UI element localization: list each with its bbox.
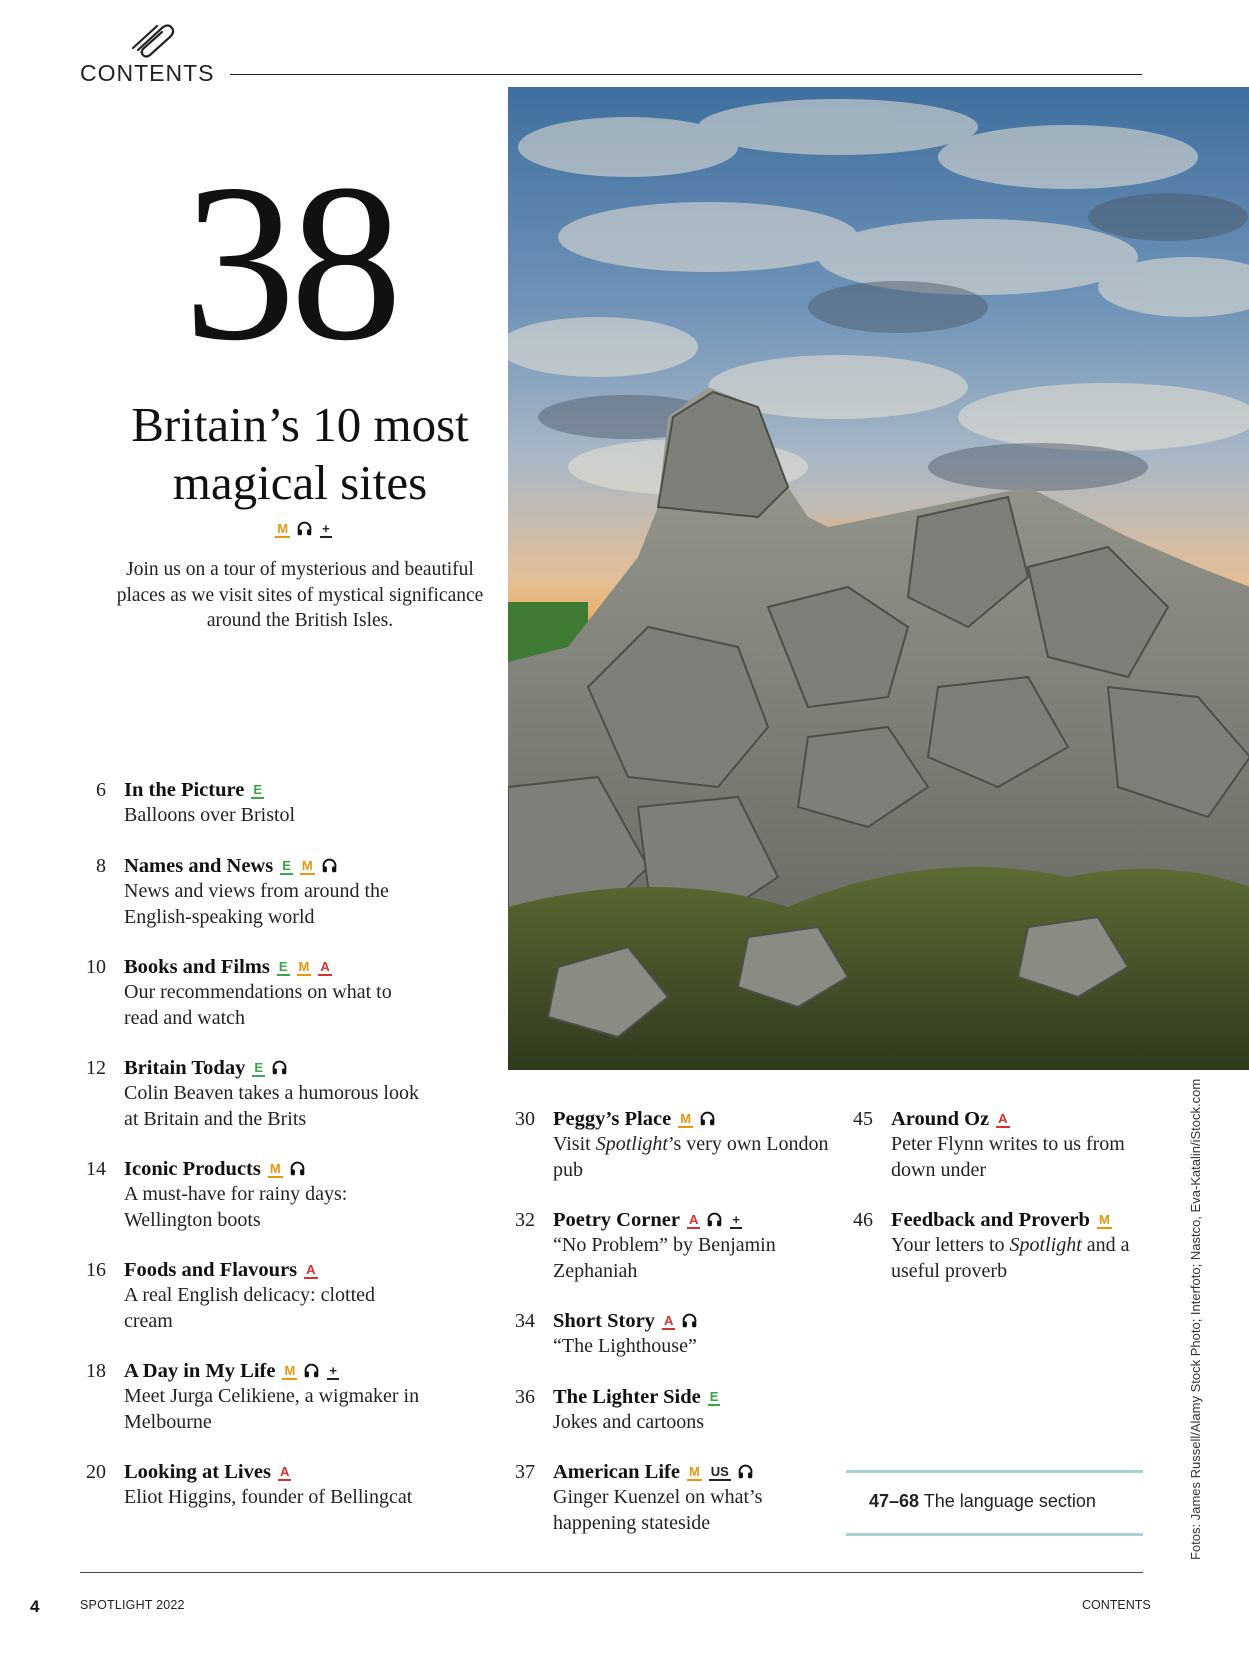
toc-entry[interactable] xyxy=(515,1460,833,1536)
entry-page: 36 xyxy=(515,1386,535,1408)
entry-page: 20 xyxy=(86,1461,106,1483)
publication-name: SPOTLIGHT 2022 xyxy=(80,1598,185,1612)
plus-badge: + xyxy=(329,1363,337,1378)
level-m-badge: M xyxy=(284,1363,296,1378)
entry-title: A Day in My Life M + xyxy=(124,1360,337,1382)
entry-title: The Lighter Side E xyxy=(553,1386,719,1408)
entry-description: Eliot Higgins, founder of Bellingcat xyxy=(124,1486,413,1508)
toc-entry[interactable] xyxy=(96,854,424,930)
photo-credit: Fotos: James Russell/Alamy Stock Photo; Interfoto; Nastco, Eva-Katalin/iStock.com xyxy=(1188,1078,1203,1560)
headphones-icon xyxy=(271,1059,288,1076)
feature-title-line-2: magical sites xyxy=(172,455,428,510)
entry-description: Your letters to Spotlight and a useful proverb xyxy=(891,1234,1130,1282)
entry-title: Britain Today E xyxy=(124,1056,424,1081)
page-number: 4 xyxy=(30,1597,40,1616)
entry-page: 14 xyxy=(86,1158,106,1180)
toc-entry[interactable] xyxy=(86,1359,424,1435)
level-m-badge: M xyxy=(298,959,310,974)
feature-title-line-1: Britain’s 10 most xyxy=(131,397,469,452)
level-m-badge: M xyxy=(688,1464,700,1479)
paperclip-icon xyxy=(130,20,180,60)
entry-title: American Life M US xyxy=(553,1460,833,1485)
entry-page: 46 xyxy=(853,1209,873,1231)
entry-title: Books and Films E M A xyxy=(124,956,330,978)
language-section-box[interactable] xyxy=(846,1470,1143,1536)
entry-description: A must-have for rainy days: Wellington boots xyxy=(124,1183,348,1231)
toc-entry[interactable] xyxy=(96,778,424,829)
feature-badges xyxy=(100,520,500,539)
toc-entry[interactable] xyxy=(853,1208,1131,1284)
level-m-badge: M xyxy=(680,1111,692,1126)
entry-description: Balloons over Bristol xyxy=(124,804,296,826)
toc-entry[interactable] xyxy=(86,955,424,1031)
feature-page-number[interactable]: 38 xyxy=(183,137,397,387)
headphones-icon xyxy=(706,1211,723,1228)
level-a-badge: A xyxy=(320,959,330,974)
level-e-badge: E xyxy=(253,782,262,797)
entry-page: 45 xyxy=(853,1108,873,1130)
level-a-badge: A xyxy=(279,1464,290,1479)
level-m-badge: M xyxy=(1098,1212,1110,1227)
entry-description: News and views from around the English-speaking world xyxy=(124,880,389,928)
entry-title: Poetry Corner A + xyxy=(553,1209,740,1231)
toc-entry[interactable] xyxy=(515,1309,833,1360)
entry-page: 30 xyxy=(515,1108,535,1130)
toc-entry[interactable] xyxy=(86,1258,424,1334)
entry-title: Short Story A xyxy=(553,1309,833,1334)
entry-page: 8 xyxy=(96,855,106,877)
entry-title: Around Oz A xyxy=(891,1108,1008,1130)
level-e-badge: E xyxy=(278,959,288,974)
headphones-icon xyxy=(699,1110,716,1127)
entry-description: “The Lighthouse” xyxy=(553,1335,697,1357)
level-e-badge: E xyxy=(254,1060,264,1075)
entry-title: Looking at Lives A xyxy=(124,1461,290,1483)
entry-title: Peggy’s Place M xyxy=(553,1107,833,1132)
level-a-badge: A xyxy=(998,1111,1008,1126)
plus-badge: + xyxy=(322,521,330,536)
toc-entry[interactable] xyxy=(86,1157,424,1233)
toc-entry[interactable] xyxy=(853,1107,1131,1183)
toc-entry[interactable] xyxy=(515,1107,833,1183)
plus-badge: + xyxy=(732,1212,740,1227)
entry-page: 32 xyxy=(515,1209,535,1231)
entry-page: 16 xyxy=(86,1259,106,1281)
toc-entry[interactable] xyxy=(86,1056,424,1132)
entry-page: 6 xyxy=(96,779,106,801)
us-badge: US xyxy=(710,1464,729,1479)
headphones-icon xyxy=(303,1362,320,1379)
toc-entry[interactable] xyxy=(515,1208,833,1284)
entry-description: Jokes and cartoons xyxy=(553,1411,705,1433)
level-m-badge: M xyxy=(301,858,313,873)
footer-divider xyxy=(80,1572,1143,1573)
level-e-badge: E xyxy=(282,858,291,873)
feature-photo[interactable] xyxy=(508,87,1249,1070)
headphones-icon xyxy=(289,1160,306,1177)
headphones-icon xyxy=(296,520,313,537)
toc-entry[interactable] xyxy=(86,1460,424,1511)
entry-page: 12 xyxy=(86,1057,106,1079)
header-divider xyxy=(230,74,1142,75)
headphones-icon xyxy=(681,1312,698,1329)
footer-section-label: CONTENTS xyxy=(1082,1598,1151,1612)
entry-description: Ginger Kuenzel on what’s happening stateside xyxy=(553,1486,763,1534)
feature-description: Join us on a tour of mysterious and beautiful places as we visit sites of mystical significance around the British Isles. xyxy=(116,559,484,631)
level-m-badge: M xyxy=(269,1161,281,1176)
headphones-icon xyxy=(737,1463,754,1480)
entry-title: Names and News E M xyxy=(124,854,424,879)
entry-title: In the Picture E xyxy=(124,779,262,801)
entry-description: “No Problem” by Benjamin Zephaniah xyxy=(553,1234,776,1282)
level-m-badge: M xyxy=(277,521,289,536)
entry-description: Meet Jurga Celikiene, a wigmaker in Melbourne xyxy=(124,1385,420,1433)
toc-entry[interactable] xyxy=(515,1385,833,1436)
entry-title: Iconic Products M xyxy=(124,1157,424,1182)
entry-description: Colin Beaven takes a humorous look at Britain and the Brits xyxy=(124,1082,419,1130)
headphones-icon xyxy=(321,857,338,874)
entry-description: A real English delicacy: clotted cream xyxy=(124,1284,376,1332)
section-label: CONTENTS xyxy=(80,60,215,86)
feature-title[interactable] xyxy=(100,396,500,512)
entry-page: 18 xyxy=(86,1360,106,1382)
level-a-badge: A xyxy=(663,1313,674,1328)
entry-title: Feedback and Proverb M xyxy=(891,1209,1110,1231)
rock-sunset-image xyxy=(508,87,1249,1070)
level-e-badge: E xyxy=(709,1389,719,1404)
entry-page: 37 xyxy=(515,1461,535,1483)
entry-page: 34 xyxy=(515,1310,535,1332)
level-a-badge: A xyxy=(306,1262,316,1277)
entry-description: Our recommendations on what to read and watch xyxy=(124,981,392,1029)
entry-title: Foods and Flavours A xyxy=(124,1259,316,1281)
level-a-badge: A xyxy=(688,1212,699,1227)
entry-description: Visit Spotlight’s very own London pub xyxy=(553,1133,829,1181)
entry-description: Peter Flynn writes to us from down under xyxy=(891,1133,1125,1181)
entry-page: 10 xyxy=(86,956,106,978)
language-section-label: 47–68 The language section xyxy=(869,1491,1096,1511)
